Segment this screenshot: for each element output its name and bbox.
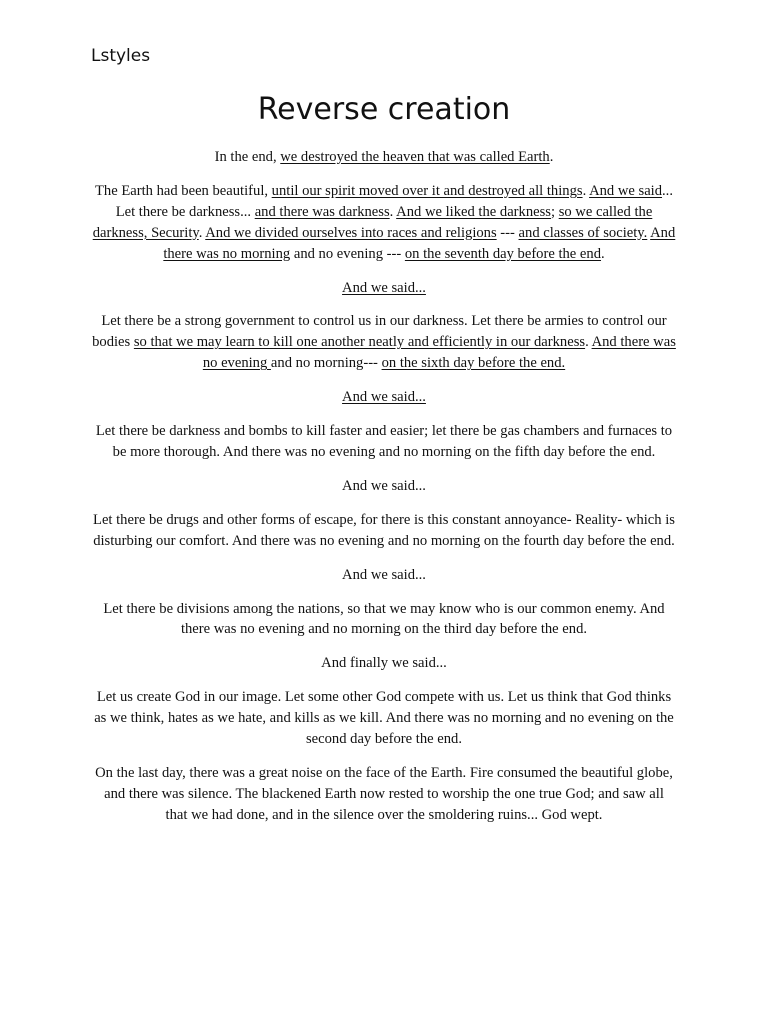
poem-paragraph [92, 653, 676, 674]
underlined-text: And we said... [342, 389, 426, 406]
poem-paragraph [92, 476, 676, 497]
poem-paragraph [92, 181, 676, 265]
underlined-text: And we divided ourselves into races and religions [205, 224, 497, 241]
paragraph-text: And finally we said... [321, 655, 447, 672]
paragraph-text: . [585, 334, 592, 351]
paragraph-text: ; [550, 203, 559, 220]
paragraph-text: --- [496, 224, 519, 241]
paragraph-text: . [198, 224, 206, 241]
underlined-text: until our spirit moved over it and destroyed all things [271, 182, 583, 199]
paragraph-text: Let us create God in our image. Let some other God compete with us. Let us think that God thinks as we think, hates as we hate, and kills as we kill. And there was no morning and no evening on the second day before the end. [94, 689, 674, 748]
paragraph-text: Let there be darkness and bombs to kill faster and easier; let there be gas chambers and furnaces to be more thorough. And there was no evening and no morning on the fifth day before the end. [95, 423, 673, 460]
paragraph-text: Let there be divisions among the nations, so that we may know who is our common enemy. And there was no evening and no morning on the third day before the end. [103, 600, 665, 638]
paragraph-text: . [601, 245, 605, 262]
paragraph-text: In the end, [214, 149, 281, 165]
underlined-text: so we called the darkness, Security [92, 203, 653, 241]
poem-paragraph [92, 565, 676, 586]
underlined-text: and classes of society. [518, 224, 648, 241]
paragraph-text: On the last day, there was a great noise on the face of the Earth. Fire consumed the beautiful globe, and there was silence. The blackened Earth now rested to worship the one true God; and saw all that we had done, and in the silence over the smoldering ruins... God wept. [95, 764, 673, 823]
paragraph-text: and no evening --- [290, 245, 405, 262]
paragraph-text: Let there be a strong government to control us in our darkness. Let there be armies to control our bodies [92, 313, 667, 351]
poem-paragraph [92, 510, 676, 552]
paragraph-text: And we said... [342, 477, 426, 494]
underlined-text: on the seventh day before the end [404, 245, 602, 262]
underlined-text: And we said... [342, 279, 426, 296]
poem-body [92, 147, 676, 839]
underlined-text: we destroyed the heaven that was called Earth [280, 149, 550, 165]
underlined-text: And there was no morning [163, 224, 676, 262]
paragraph-text: and no morning--- [270, 355, 382, 372]
paragraph-text: Let there be drugs and other forms of escape, for there is this constant annoyance- Reality- which is disturbing our comfort. And there was no evening and no morning on the fourth day before the end. [93, 511, 675, 549]
poem-paragraph [92, 147, 676, 168]
underlined-text: on the sixth day before the end. [381, 355, 566, 372]
poem-paragraph [92, 687, 676, 750]
poem-paragraph [92, 387, 676, 408]
poem-paragraph [92, 278, 676, 299]
underlined-text: And there was no evening [202, 334, 676, 372]
paragraph-text: And we said... [342, 566, 426, 583]
page-title: Reverse creation [257, 92, 511, 127]
paragraph-text: . [549, 149, 554, 165]
underlined-text: and there was darkness [254, 203, 390, 220]
underlined-text: And we said [589, 182, 663, 199]
poem-paragraph [92, 763, 676, 826]
underlined-text: so that we may learn to kill one another neatly and efficiently in our darkness [133, 334, 586, 351]
poem-paragraph [92, 421, 676, 463]
paragraph-text: . [582, 182, 590, 199]
poem-paragraph [92, 599, 676, 641]
paragraph-text: The Earth had been beautiful, [95, 182, 272, 199]
poem-paragraph [92, 311, 676, 374]
author-name: Lstyles [91, 46, 151, 66]
paragraph-text: ... Let there be darkness... [115, 182, 673, 220]
underlined-text: And we liked the darkness [396, 203, 551, 220]
paragraph-text: . [389, 203, 397, 220]
